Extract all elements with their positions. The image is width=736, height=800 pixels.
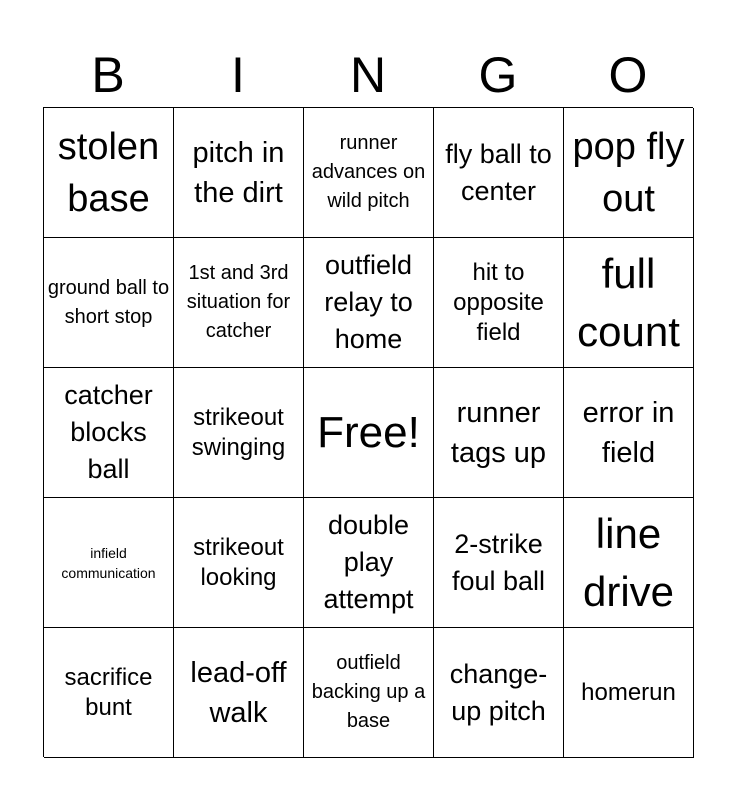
bingo-cell-r2-c5[interactable] (564, 238, 694, 368)
header-letter-i: I (231, 47, 245, 103)
header-letter-n: N (349, 47, 387, 103)
cell-text: strikeout looking (193, 533, 284, 591)
bingo-cell-r5-c2[interactable] (174, 628, 304, 758)
bingo-cell-r2-c4[interactable] (434, 238, 564, 368)
cell-text: double play attempt (323, 510, 414, 614)
bingo-cell-r3-c5[interactable] (564, 368, 694, 498)
bingo-cell-r5-c3[interactable] (304, 628, 434, 758)
cell-text: strikeout swinging (191, 403, 286, 461)
cell-text: pop fly out (572, 125, 685, 220)
bingo-header (43, 44, 693, 106)
cell-text: error in field (582, 396, 675, 469)
bingo-cell-r1-c5[interactable] (564, 108, 694, 238)
cell-text: 1st and 3rd situation for catcher (186, 262, 291, 342)
bingo-cell-r2-c1[interactable] (44, 238, 174, 368)
cell-text: pitch in the dirt (192, 136, 285, 209)
bingo-board (43, 107, 693, 757)
cell-text: hit to opposite field (453, 258, 544, 346)
bingo-cell-r1-c4[interactable] (434, 108, 564, 238)
bingo-cell-r1-c1[interactable] (44, 108, 174, 238)
bingo-cell-r4-c5[interactable] (564, 498, 694, 628)
bingo-cell-r5-c4[interactable] (434, 628, 564, 758)
header-letter-g: G (478, 47, 518, 103)
bingo-cell-r4-c2[interactable] (174, 498, 304, 628)
bingo-cell-free[interactable] (304, 368, 434, 498)
bingo-cell-r3-c1[interactable] (44, 368, 174, 498)
header-letter-b: B (91, 47, 125, 103)
bingo-cell-r1-c2[interactable] (174, 108, 304, 238)
cell-text: homerun (581, 678, 676, 706)
cell-text: change-up pitch (449, 658, 548, 726)
cell-text: ground ball to short stop (47, 276, 170, 328)
cell-text: line drive (582, 509, 675, 615)
header-letter-o: O (608, 47, 648, 103)
cell-text: runner tags up (450, 396, 547, 469)
bingo-cell-r5-c5[interactable] (564, 628, 694, 758)
cell-text: catcher blocks ball (64, 380, 153, 484)
cell-text: outfield backing up a base (311, 652, 426, 732)
bingo-cell-r2-c3[interactable] (304, 238, 434, 368)
bingo-cell-r3-c4[interactable] (434, 368, 564, 498)
cell-text: runner advances on wild pitch (311, 132, 426, 212)
bingo-cell-r5-c1[interactable] (44, 628, 174, 758)
cell-text: infield communication (61, 544, 156, 581)
cell-text: stolen base (57, 125, 160, 220)
bingo-cell-r4-c4[interactable] (434, 498, 564, 628)
cell-text: full count (577, 249, 680, 355)
cell-text: sacrifice bunt (64, 663, 153, 721)
cell-text: lead-off walk (190, 656, 287, 729)
free-space-text: Free! (317, 407, 420, 457)
bingo-cell-r4-c1[interactable] (44, 498, 174, 628)
cell-text: fly ball to center (445, 138, 552, 206)
cell-text: outfield relay to home (324, 250, 413, 354)
bingo-cell-r1-c3[interactable] (304, 108, 434, 238)
bingo-cell-r4-c3[interactable] (304, 498, 434, 628)
bingo-cell-r3-c2[interactable] (174, 368, 304, 498)
cell-text: 2-strike foul ball (451, 528, 546, 596)
bingo-cell-r2-c2[interactable] (174, 238, 304, 368)
